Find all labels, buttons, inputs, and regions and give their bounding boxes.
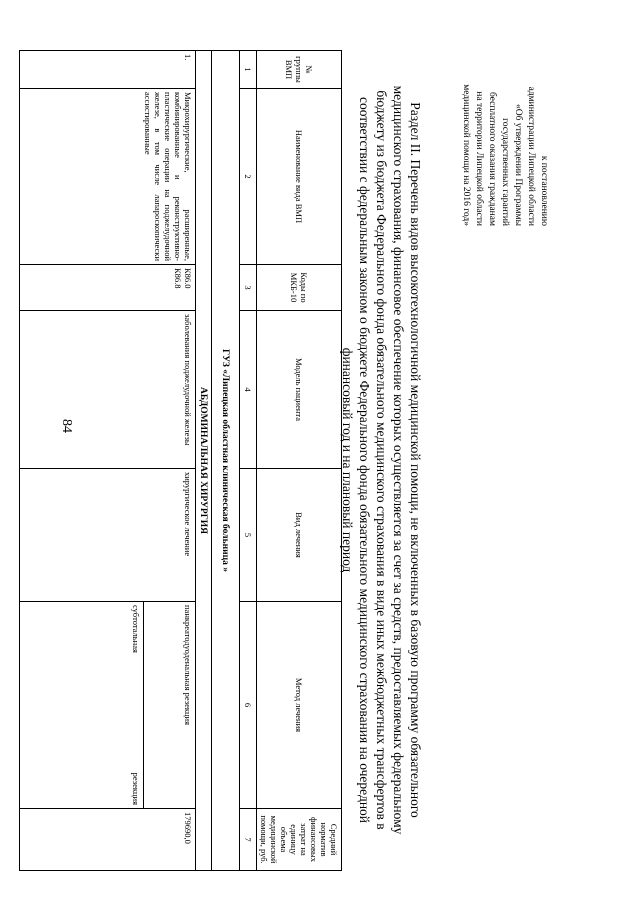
row-average-cost: 179690,0 bbox=[20, 809, 196, 871]
table-row bbox=[144, 51, 196, 871]
header-note-line: администрации Липецкой области bbox=[526, 86, 536, 226]
header-treatment-method: Метод лечения bbox=[257, 602, 342, 809]
header-note-line: «Об утверждении Программы bbox=[513, 104, 523, 226]
header-note bbox=[459, 40, 550, 226]
table-header-row bbox=[257, 51, 342, 871]
column-number: 7 bbox=[240, 809, 257, 871]
column-number: 1 bbox=[240, 51, 257, 89]
header-group-number: № группы ВМП bbox=[257, 51, 342, 89]
section-title: Раздел II. Перечень видов высокотехнологичной медицинской помощи, не включенных в базовую программу обязательного медицинского страхования, финансовое обеспечение которых осуществляется за счет за средств, предоставляемых федеральному бюджету из бюджета Федерального фонда обязательного медицинского страхования в виде иных межбюджетных трансфертов в соответствии с федеральным законом о бюджете Федерального фонда обязательного медицинского страхования на очередной финансовый год и на плановый период bbox=[340, 85, 423, 835]
row-vmp-name: Микрохирургические, расширенные, комбинированные и реконструктивно-пластические операции на поджелудочной железе, в том числе лапароскопически ассистированные bbox=[20, 89, 196, 265]
row-treatment-type: хирургическое лечение bbox=[20, 469, 196, 602]
column-number: 5 bbox=[240, 469, 257, 602]
header-treatment-type: Вид лечения bbox=[257, 469, 342, 602]
header-patient-model: Модель пациента bbox=[257, 311, 342, 469]
header-note-line: на территории Липецкой области bbox=[474, 91, 484, 226]
column-number: 3 bbox=[240, 265, 257, 311]
organization-name: ГУЗ «Липецкая областная клиническая больница » bbox=[212, 51, 240, 871]
row-method: субтотальная резекция bbox=[20, 602, 144, 809]
header-average-cost: Средний норматив финансовых затрат на единицу объема медицинской помощи, руб. bbox=[257, 809, 342, 871]
section-name: АБДОМИНАЛЬНАЯ ХИРУРГИЯ bbox=[196, 51, 212, 871]
header-icd-codes: Коды по МКБ-10 bbox=[257, 265, 342, 311]
row-patient-model: заболевания поджелудочной железы bbox=[20, 311, 196, 469]
header-note-line: медицинской помощи на 2016 год» bbox=[461, 84, 471, 226]
organization-row bbox=[212, 51, 240, 871]
vmp-table bbox=[19, 50, 342, 871]
column-number-row bbox=[240, 51, 257, 871]
section-row bbox=[196, 51, 212, 871]
row-group-number: 1. bbox=[20, 51, 196, 89]
header-note-line: бесплатного оказания гражданам bbox=[487, 91, 497, 226]
header-note-line: государственных гарантий bbox=[500, 118, 510, 226]
row-icd-codes: К86.0 К86.8 bbox=[20, 265, 196, 311]
row-method: панкреатодуоденальная резекция bbox=[144, 602, 196, 809]
header-vmp-name: Наименование вида ВМП bbox=[257, 89, 342, 265]
header-note-line: к постановлению bbox=[539, 155, 549, 226]
column-number: 4 bbox=[240, 311, 257, 469]
page-number: 84 bbox=[59, 419, 74, 433]
column-number: 2 bbox=[240, 89, 257, 265]
column-number: 6 bbox=[240, 602, 257, 809]
